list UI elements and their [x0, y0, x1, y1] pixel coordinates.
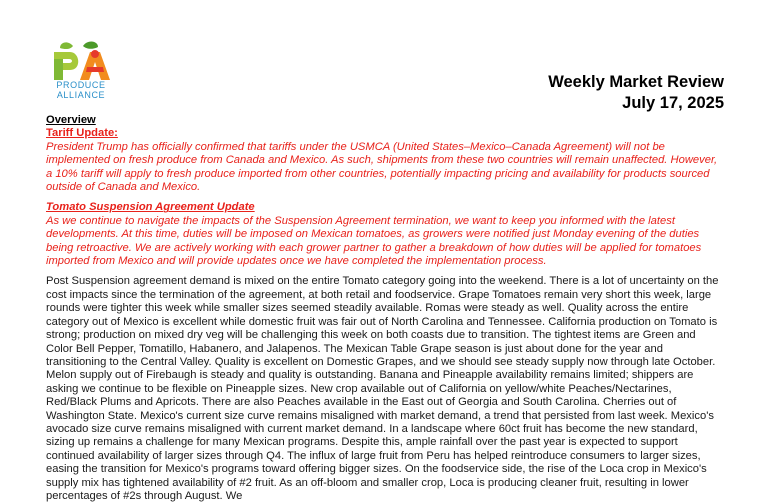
report-header: [548, 72, 724, 114]
brand-line-2: ALLIANCE: [56, 90, 106, 100]
report-title: Weekly Market Review: [548, 73, 724, 91]
report-date: July 17, 2025: [622, 94, 724, 112]
tomato-text: As we continue to navigate the impacts of the Suspension Agreement termination, we want to keep you informed with the latest developments. At this time, duties will be imposed on Mexican tomatoes, as growers were notified just Monday evening of the duties being retroactive. We are actively working with each grower partner to gather a breakdown of how duties will be applied for tomatoes imported from Mexico and will provide updates once we have completed the implementation process.: [46, 214, 702, 268]
tariff-text: President Trump has officially confirmed that tariffs under the USMCA (United States–Mexico–Canada Agreement) will not be implemented on fresh produce from Canada and Mexico. As such, shipments from these two countries will remain unaffected. However, a 10% tariff will apply to fresh produce imported from other countries, potentially impacting pricing and availability for products sourced outside of Canada and Mexico.: [46, 140, 718, 194]
tomato-heading: Tomato Suspension Agreement Update: [46, 201, 255, 214]
overview-heading: Overview: [46, 114, 96, 126]
market-body-text: Post Suspension agreement demand is mixed on the entire Tomato category going into the weekend. There is a lot of uncertainty on the cost impacts since the termination of the agreement, at both retail and foodservice. Grape Tomatoes remain very short this week, large rounds were tighter this week while smaller sizes seemed steadily available. Romas were steady as well. Quality across the entire category out of Mexico is excellent while domestic fruit was fair out of North Carolina and Tennessee. California production on Tomato is strong; production on mixed dry veg will be challenging this week on both coasts due to transition. The tightest items are Green and Color Bell Pepper, Tomatillo, Habanero, and Jalapenos. The Mexican Table Grape season is just about done for the year and transitioning to the Central Valley. Quality is excellent on Domestic Grapes, and we should see steady supply now through late October. Melon supply out of Firebaugh is steady and quality is outstanding. Banana and Pineapple availability remains limited; shippers are asking we continue to be flexible on Pineapple sizes. New crop available out of California on yellow/white Peaches/Nectarines, Red/Black Plums and Apricots. There are also Peaches available in the East out of Georgia and South Carolina. Cherries out of Washington State. Mexico's current size curve remains misaligned with market demand, a trend that persisted from last week. Mexico's avocado size curve remains misaligned with current market demand. In a landscape where 60ct fruit has become the new standard, sizing up remains a challenge for many Mexican programs. Despite this, ample rainfall over the past year is expected to support continued availability of larger sizes through Q4. The influx of large fruit from Peru has helped reintroduce consumers to larger sizes, easing the transition for Mexico's programs toward offering bigger sizes. On the foodservice side, the rise of the Loca crop in Mexico's supply mix has tightened availability of #2 fruit. As an off-bloom and smaller crop, Loca is producing cleaner fruit, resulting in lower percentages of #2s through August. We: [46, 275, 719, 502]
brand-name: [46, 80, 116, 100]
report-content: [46, 114, 724, 503]
brand-line-1: PRODUCE: [56, 80, 106, 90]
tariff-heading: Tariff Update:: [46, 127, 118, 140]
